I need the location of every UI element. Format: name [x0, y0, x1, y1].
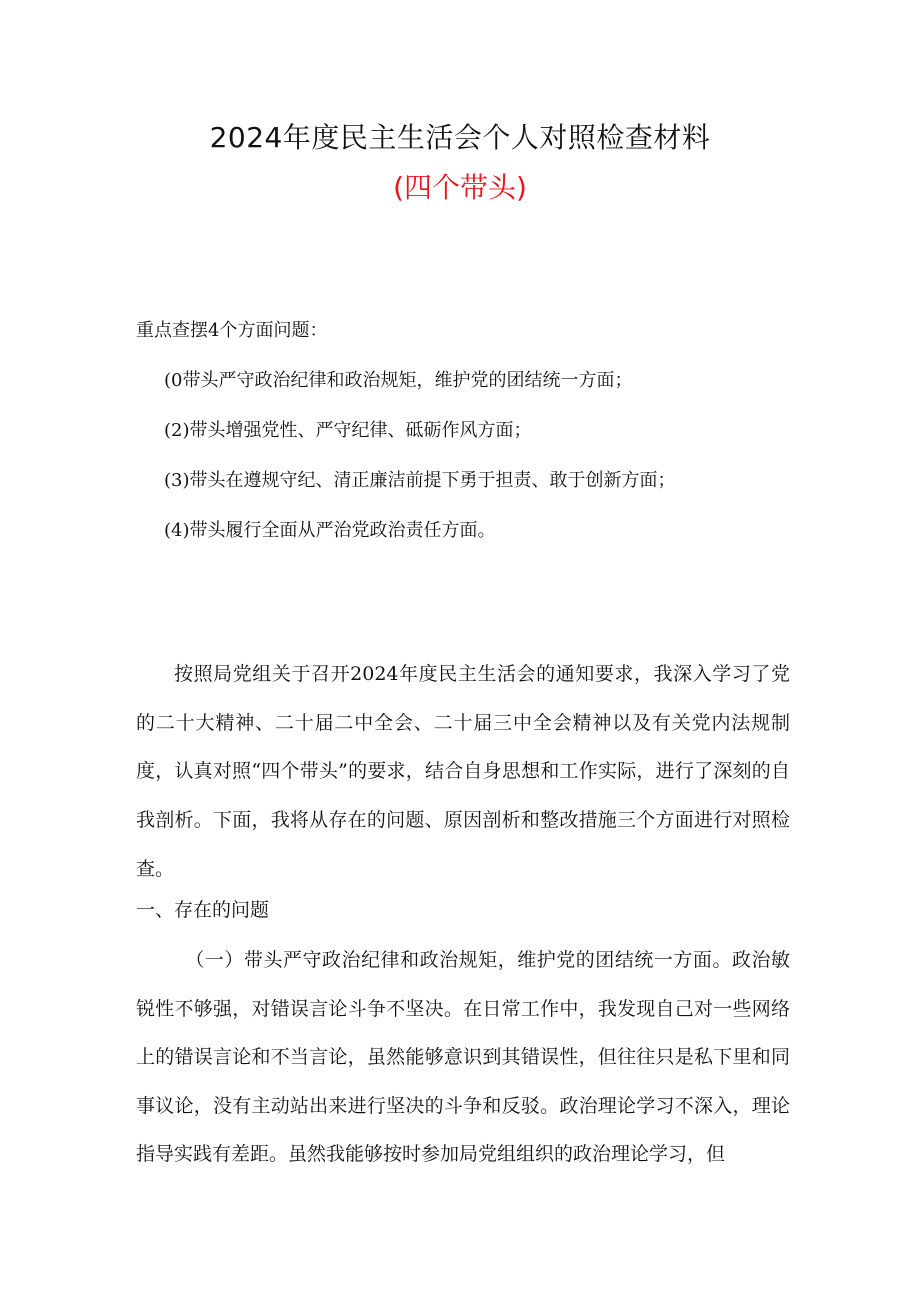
- document-subtitle: (四个带头): [393, 171, 527, 204]
- document-title: 2024年度民主生活会个人对照检查材料: [209, 121, 711, 154]
- focus-item: (2)带头增强党性、严守纪律、砥砺作风方面；: [164, 420, 532, 441]
- section-heading: 一、存在的问题: [136, 899, 270, 921]
- intro-paragraph: 按照局党组关于召开2024年度民主生活会的通知要求，我深入学习了党的二十大精神、二十届二中全会、二十届三中全会精神以及有关党内法规制度，认真对照“四个带头”的要求，结合自身思想和工作实际，进行了深刻的自我剖析。下面，我将从存在的问题、原因剖析和整改措施三个方面进行对照检查。: [136, 663, 790, 880]
- focus-item: (3)带头在遵规守纪、清正廉洁前提下勇于担责、敢于创新方面；: [164, 470, 676, 491]
- focus-item: (0带头严守政治纪律和政治规矩，维护党的团结统一方面；: [164, 370, 633, 391]
- section-paragraph: （一）带头严守政治纪律和政治规矩，维护党的团结统一方面。政治敏锐性不够强，对错误言论斗争不坚决。在日常工作中，我发现自己对一些网络上的错误言论和不当言论，虽然能够意识到其错误性，但往往只是私下里和同事议论，没有主动站出来进行坚决的斗争和反驳。政治理论学习不深入，理论指导实践有差距。虽然我能够按时参加局党组组织的政治理论学习，但: [136, 949, 790, 1165]
- focus-item: (4)带头履行全面从严治党政治责任方面。: [164, 520, 496, 541]
- focus-issues-block: [136, 316, 836, 566]
- focus-heading: 重点查摆4个方面问题：: [136, 320, 328, 341]
